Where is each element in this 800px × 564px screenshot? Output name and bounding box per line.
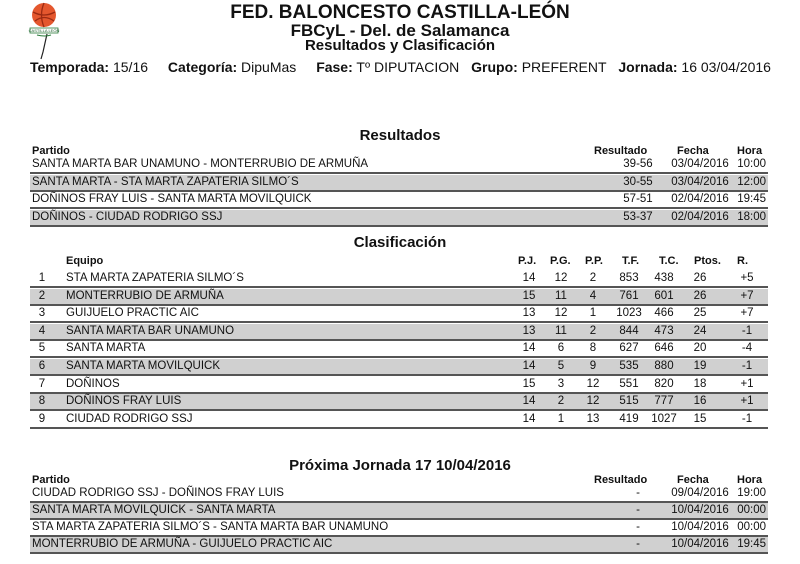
match-result: - <box>636 487 640 499</box>
team-name: DOÑINOS <box>66 377 120 390</box>
col-equipo-header: Equipo <box>66 255 104 267</box>
temporada-value: 15/16 <box>112 59 149 75</box>
match-teams: SANTA MARTA - STA MARTA ZAPATERIA SILMO´S <box>32 175 299 188</box>
games-lost: 13 <box>586 412 600 425</box>
points-against: 777 <box>654 395 674 408</box>
standing-points: 16 <box>693 395 707 408</box>
standing-position: 7 <box>38 377 46 390</box>
match-date: 10/04/2016 <box>671 521 729 533</box>
match-result: 30-55 <box>623 175 653 188</box>
games-played: 14 <box>522 272 536 284</box>
standing-r: +5 <box>740 272 754 284</box>
match-date: 10/04/2016 <box>671 504 729 516</box>
team-name: CIUDAD RODRIGO SSJ <box>66 412 193 425</box>
match-date: 02/04/2016 <box>671 210 729 223</box>
points-against: 880 <box>654 360 674 372</box>
match-teams: STA MARTA ZAPATERIA SILMO´S - SANTA MARTA BAR UNAMUNO <box>32 521 389 533</box>
standing-r: +1 <box>740 395 754 408</box>
team-name: SANTA MARTA BAR UNAMUNO <box>66 324 235 337</box>
games-lost: 9 <box>589 360 597 372</box>
games-lost: 1 <box>589 307 597 320</box>
match-time: 00:00 <box>737 521 766 533</box>
clasificacion-title: Clasificación <box>353 234 447 251</box>
standing-r: +7 <box>740 307 754 320</box>
table-row <box>30 271 768 288</box>
col-r-header: R. <box>737 255 748 267</box>
standing-position: 3 <box>38 307 46 320</box>
fase-value: Tº DIPUTACION <box>356 59 460 75</box>
col-tf-header: T.F. <box>622 255 640 267</box>
games-lost: 8 <box>589 342 597 355</box>
team-name: SANTA MARTA <box>66 342 146 355</box>
col-resultado-header: Resultado <box>594 474 648 486</box>
match-result: - <box>636 504 640 516</box>
match-time: 19:00 <box>737 487 766 499</box>
standing-points: 18 <box>693 377 707 390</box>
standing-points: 24 <box>693 324 707 337</box>
points-against: 601 <box>654 289 674 302</box>
standing-points: 26 <box>693 272 707 284</box>
points-for: 515 <box>619 395 639 408</box>
fase-label: Fase: <box>316 59 353 75</box>
logo-text: CASTILLA LEÓN <box>28 28 60 33</box>
standing-position: 8 <box>38 395 46 408</box>
report-metadata <box>30 59 771 75</box>
games-played: 14 <box>522 342 536 355</box>
table-row <box>30 359 768 376</box>
games-lost: 2 <box>589 272 597 284</box>
standing-position: 1 <box>38 272 46 284</box>
team-name: MONTERRUBIO DE ARMUÑA <box>66 289 224 302</box>
proxima-jornada-title: Próxima Jornada 17 10/04/2016 <box>289 457 511 474</box>
games-won: 12 <box>554 272 568 284</box>
team-name: STA MARTA ZAPATERIA SILMO´S <box>66 272 244 284</box>
points-against: 438 <box>654 272 674 284</box>
table-row <box>30 537 768 554</box>
games-won: 12 <box>554 307 568 320</box>
team-name: DOÑINOS FRAY LUIS <box>66 395 182 408</box>
federation-title: FED. BALONCESTO CASTILLA-LEÓN <box>230 2 570 23</box>
match-result: - <box>636 521 640 533</box>
standing-r: +1 <box>740 377 754 390</box>
col-pj-header: P.J. <box>518 255 537 267</box>
points-for: 1023 <box>616 307 642 320</box>
games-won: 11 <box>555 289 567 302</box>
col-pg-header: P.G. <box>550 255 571 267</box>
match-time: 19:45 <box>737 538 766 550</box>
standing-r: -1 <box>741 360 753 372</box>
games-lost: 2 <box>589 324 597 337</box>
games-played: 14 <box>522 412 536 425</box>
table-row <box>30 157 768 174</box>
games-lost: 4 <box>589 289 597 302</box>
resultados-title: Resultados <box>359 127 441 144</box>
match-result: 57-51 <box>623 193 653 205</box>
points-against: 646 <box>654 342 674 355</box>
standing-points: 20 <box>693 342 707 355</box>
table-row <box>30 324 768 341</box>
standing-position: 4 <box>38 324 46 337</box>
grupo-label: Grupo: <box>471 59 518 75</box>
points-against: 473 <box>654 324 674 337</box>
games-won: 5 <box>557 360 565 372</box>
games-won: 11 <box>555 324 567 337</box>
categoria-value: DipuMas <box>241 59 297 75</box>
games-won: 3 <box>557 377 565 390</box>
col-pp-header: P.P. <box>585 255 603 267</box>
standing-points: 25 <box>693 307 707 320</box>
match-teams: SANTA MARTA MOVILQUICK - SANTA MARTA <box>32 504 276 516</box>
points-for: 761 <box>619 289 639 302</box>
categoria-label: Categoría: <box>167 59 238 75</box>
match-teams: MONTERRUBIO DE ARMUÑA - GUIJUELO PRACTIC AIC <box>32 538 333 550</box>
table-row <box>30 486 768 503</box>
table-row <box>30 377 768 394</box>
points-for: 627 <box>619 342 639 355</box>
standing-points: 15 <box>693 412 707 425</box>
games-played: 13 <box>522 324 536 337</box>
standing-position: 6 <box>38 360 46 372</box>
points-for: 419 <box>619 412 639 425</box>
match-result: - <box>636 538 640 550</box>
col-fecha-header: Fecha <box>677 145 709 157</box>
games-played: 15 <box>522 377 536 390</box>
col-tc-header: T.C. <box>659 255 679 267</box>
standing-r: +7 <box>740 289 754 302</box>
match-date: 09/04/2016 <box>671 487 729 499</box>
table-row <box>30 289 768 306</box>
games-lost: 12 <box>586 395 600 408</box>
table-row <box>30 520 768 537</box>
points-for: 551 <box>619 377 639 390</box>
col-fecha-header: Fecha <box>677 474 709 486</box>
standing-position: 5 <box>38 342 46 355</box>
standing-points: 26 <box>693 289 707 302</box>
games-played: 14 <box>522 395 536 408</box>
col-hora-header: Hora <box>737 145 763 157</box>
table-row <box>30 412 768 429</box>
standing-r: -1 <box>741 412 753 425</box>
table-row <box>30 306 768 323</box>
jornada-value: 16 03/04/2016 <box>681 59 771 75</box>
table-row <box>30 341 768 358</box>
match-date: 03/04/2016 <box>671 175 729 188</box>
delegation-subtitle: FBCyL - Del. de Salamanca <box>290 21 510 40</box>
standing-position: 9 <box>38 412 46 425</box>
match-time: 18:00 <box>737 210 766 223</box>
points-for: 844 <box>619 324 639 337</box>
games-won: 1 <box>557 412 565 425</box>
temporada-label: Temporada: <box>30 59 110 75</box>
match-teams: SANTA MARTA BAR UNAMUNO - MONTERRUBIO DE ARMUÑA <box>32 158 369 170</box>
games-won: 6 <box>557 342 565 355</box>
points-for: 535 <box>619 360 639 372</box>
report-title: Resultados y Clasificación <box>304 37 496 54</box>
match-teams: DOÑINOS - CIUDAD RODRIGO SSJ <box>32 210 223 223</box>
table-row <box>30 503 768 520</box>
table-row <box>30 394 768 411</box>
games-lost: 12 <box>586 377 600 390</box>
match-time: 19:45 <box>737 193 766 205</box>
match-teams: CIUDAD RODRIGO SSJ - DOÑINOS FRAY LUIS <box>32 487 284 499</box>
jornada-label: Jornada: <box>618 59 678 75</box>
match-result: 39-56 <box>623 158 653 170</box>
match-result: 53-37 <box>623 210 653 223</box>
match-date: 10/04/2016 <box>671 538 729 550</box>
table-row <box>30 210 768 227</box>
points-against: 466 <box>654 307 674 320</box>
match-date: 03/04/2016 <box>671 158 729 170</box>
points-against: 820 <box>654 377 674 390</box>
match-teams: DOÑINOS FRAY LUIS - SANTA MARTA MOVILQUICK <box>32 193 312 205</box>
standing-points: 19 <box>693 360 707 372</box>
team-name: GUIJUELO PRACTIC AIC <box>66 307 199 320</box>
points-against: 1027 <box>651 412 677 425</box>
standing-position: 2 <box>38 289 46 302</box>
table-row <box>30 192 768 209</box>
col-hora-header: Hora <box>737 474 763 486</box>
games-played: 15 <box>522 289 536 302</box>
match-date: 02/04/2016 <box>671 193 729 205</box>
games-won: 2 <box>557 395 565 408</box>
col-ptos-header: Ptos. <box>694 255 721 267</box>
games-played: 14 <box>522 360 536 372</box>
grupo-value: PREFERENT <box>521 59 607 75</box>
col-resultado-header: Resultado <box>594 145 648 157</box>
match-time: 10:00 <box>737 158 766 170</box>
team-name: SANTA MARTA MOVILQUICK <box>66 360 221 372</box>
col-partido-header: Partido <box>32 145 70 157</box>
standing-r: -4 <box>741 342 753 355</box>
standing-r: -1 <box>741 324 753 337</box>
points-for: 853 <box>619 272 639 284</box>
match-time: 12:00 <box>737 175 766 188</box>
games-played: 13 <box>522 307 536 320</box>
match-time: 00:00 <box>737 504 766 516</box>
table-row <box>30 175 768 192</box>
col-partido-header: Partido <box>32 474 70 486</box>
